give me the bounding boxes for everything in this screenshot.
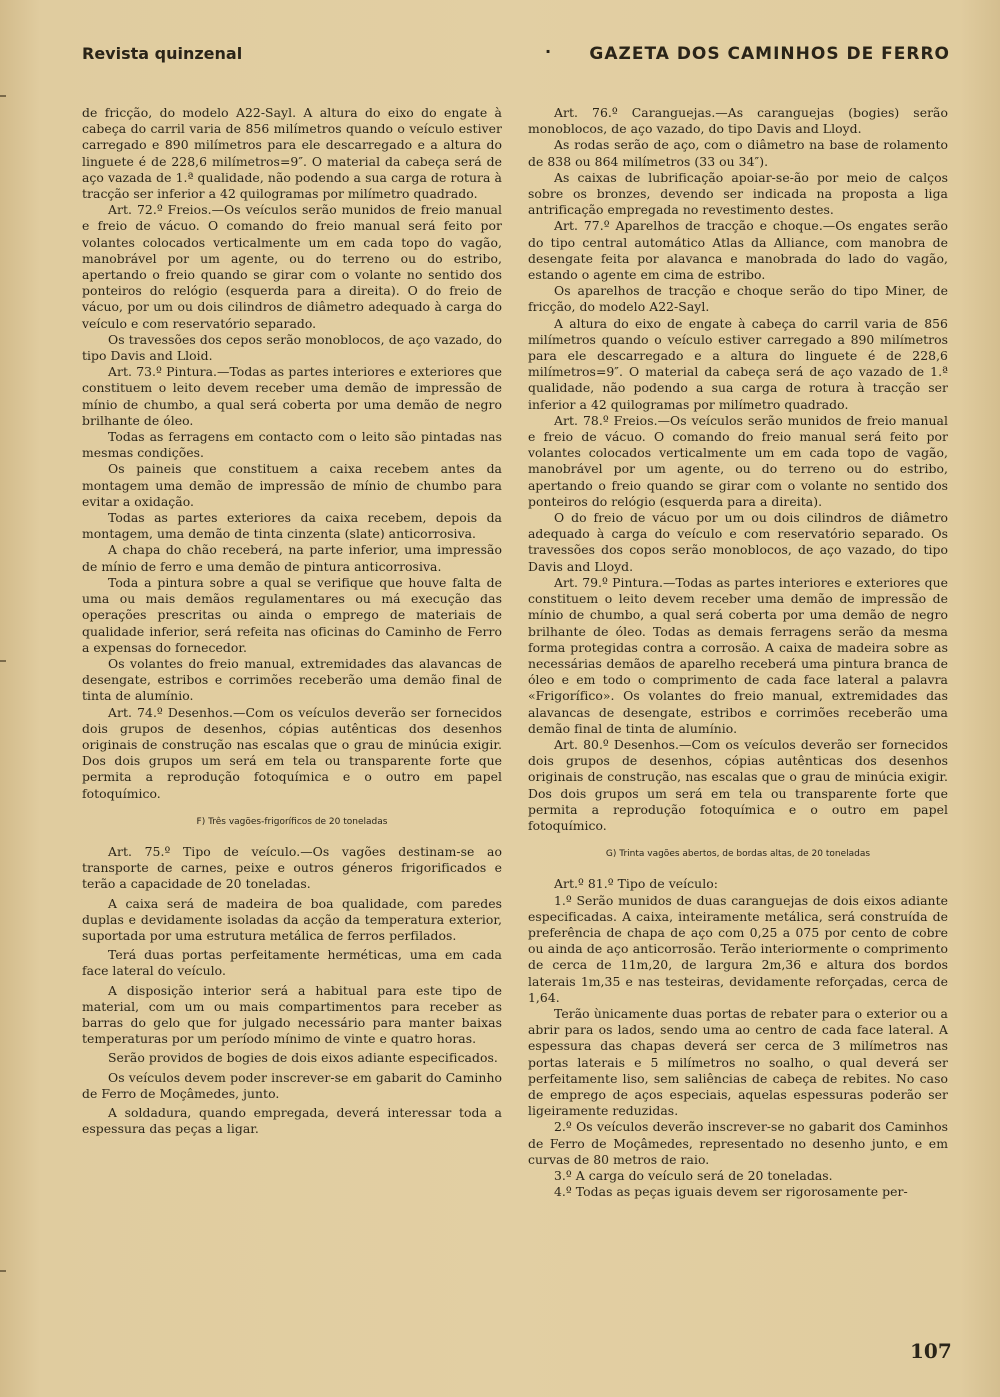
paragraph: Art. 75.º Tipo de veículo.—Os vagões destinam-se ao transporte de carnes, peixe e outros géneros frigorificados e terão a capacidade de 20 toneladas. [82,843,502,892]
paragraph: Serão providos de bogies de dois eixos adiante especificados. [108,1050,498,1066]
running-header [82,44,950,68]
edge-mark [0,95,6,97]
left-column-part-2 [82,844,502,1137]
paragraph: Os paineis que constituem a caixa recebem antes da montagem uma demão de impressão de mínio de chumbo para evitar a oxidação. [82,461,502,509]
paragraph: 1.º Serão munidos de duas caranguejas de dois eixos adiante especificadas. A caixa, inteiramente metálica, será construída de preferência de chapa de aço com 0,25 a 075 por cento de cobre ou ainda de aço anticorrosão. Terão interiormente o comprimento de cerca de 11m,20, de largura 2m,36 e altura dos bordos laterais 1m,35 e nas testeiras, devidamente reforçadas, cerca de 1,64. [528,892,948,1005]
paragraph: Art. 79.º Pintura.—Todas as partes interiores e exteriores que constituem o leito devem receber uma demão de impressão de mínio de chumbo, a qual será coberta por uma demão de negro brilhante de óleo. Todas as demais ferragens serão da mesma forma protegidas contra a corrosão. A caixa de madeira sobre as necessárias demãos de aparelho receberá uma pintura branca de óleo e em todo o comprimento de cada face lateral a palavra «Frigorífico». Os volantes do freio manual, extremidades das alavancas de desengate, estribos e corrimões receberão uma demão final de tinta de alumínio. [528,574,948,736]
paragraph: Art. 77.º Aparelhos de tracção e choque.—Os engates serão do tipo central automático Atlas da Alliance, com manobra de desengate feita por alavanca e manobrada do lado do vagão, estando o agente em cima de estribo. [528,218,948,283]
edge-mark [0,660,6,662]
paragraph: 4.º Todas as peças iguais devem ser rigorosamente per- [554,1184,908,1200]
paragraph: A caixa será de madeira de boa qualidade, com paredes duplas e devidamente isoladas da acção da temperatura exterior, suportada por uma estrutura metálica de ferros perfilados. [82,895,502,943]
paragraph: Os aparelhos de tracção e choque serão do tipo Miner, de fricção, do modelo A22-Sayl. [528,283,948,315]
paragraph: As caixas de lubrificação apoiar-se-ão por meio de calços sobre os bronzes, devendo ser indicada na proposta a liga antrificação empregada no revestimento destes. [528,169,948,218]
paragraph: A altura do eixo de engate à cabeça do carril varia de 856 milímetros quando o veículo estiver carregado a 890 milímetros para ele descarregado e a altura do linguete é de 228,6 milímetros=9″. O material da cabeça será de aço vazado de 1.ª qualidade, não podendo a sua carga de rotura à tracção ser inferior a 42 quilogramas por milímetro quadrado. [528,315,948,412]
paragraph: Art. 76.º Caranguejas.—As caranguejas (bogies) serão monoblocos, de aço vazado, do tipo Davis and Lloyd. [528,105,948,137]
paragraph: Art. 78.º Freios.—Os veículos serão munidos de freio manual e freio de vácuo. O comando do freio manual será feito por volantes colocados verticalmente um em cada topo de vagão, manobrável por um agente, ou do terreno ou do estribo, apertando o freio quando se girar com o volante no sentido dos ponteiros do relógio (esquerda para a direita). [528,412,948,509]
right-column [528,105,948,1200]
header-right: GAZETA DOS CAMINHOS DE FERRO [589,44,950,64]
paragraph: Art. 72.º Freios.—Os veículos serão munidos de freio manual e freio de vácuo. O comando do freio manual será feito por volantes colocados verticalmente um em cada topo do vagão, manobrável por um agente, ou do terreno ou do estribo, apertando o freio quando se girar com o volante no sentido dos ponteiros do relógio (esquerda para a direita). O do freio de vácuo, por um ou dois cilindros de diâmetro adequado à carga do veículo e com reservatório separado. [82,202,502,331]
paragraph: As rodas serão de aço, com o diâmetro na base de rolamento de 838 ou 864 milímetros (33 ou 34″). [528,137,948,169]
left-column [82,105,502,1137]
right-column-part-2 [528,876,948,1200]
paragraph: A chapa do chão receberá, na parte inferior, uma impressão de mínio de ferro e uma demão de pintura anticorrosiva. [82,542,502,574]
paragraph: Art. 74.º Desenhos.—Com os veículos deverão ser fornecidos dois grupos de desenhos, cópias autênticas dos desenhos originais de construção nas escalas que o grau de minúcia exigir. Dos dois grupos um será em tela ou transparente forte que permita a reprodução fotoquímica e o outro em papel fotoquímico. [82,704,502,801]
paragraph: 3.º A carga do veículo será de 20 toneladas. [554,1168,833,1183]
paragraph: Todas as ferragens em contacto com o leito são pintadas nas mesmas condições. [82,429,502,461]
paragraph: Terão ùnicamente duas portas de rebater para o exterior ou a abrir para os lados, sendo uma ao centro de cada face lateral. A espessura das chapas deverá ser cerca de 3 milímetros nas portas laterais e 5 milímetros no soalho, o qual deverá ser perfeitamente liso, sem saliências de cabeça de rebites. No caso de emprego de aços especiais, aquelas espessuras poderão ser ligeiramente reduzidas. [528,1005,948,1119]
paragraph: 2.º Os veículos deverão inscrever-se no gabarit dos Caminhos de Ferro de Moçâmedes, representado no desenho junto, e em curvas de 80 metros de raio. [528,1119,948,1167]
paragraph: Art. 80.º Desenhos.—Com os veículos deverão ser fornecidos dois grupos de desenhos, cópias autênticas dos desenhos originais de construção, nas escalas que o grau de minúcia exigir. Dos dois grupos um será em tela ou transparente forte que permita a reprodução fotoquímica e o outro em papel fotoquímico. [528,736,948,833]
paragraph: Os volantes do freio manual, extremidades das alavancas de desengate, estribos e corrimões receberão uma demão final de tinta de alumínio. [82,655,502,704]
page-number: 107 [910,1339,952,1363]
right-column-part-1 [528,105,948,834]
paragraph: de fricção, do modelo A22-Sayl. A altura do eixo do engate à cabeça do carril varia de 856 milímetros quando o veículo estiver carregado e 890 milímetros para ele descarregado e a altura do linguete é de 228,6 milímetros=9″. O material da cabeça será de aço vazada de 1.ª qualidade, não podendo a sua carga de rotura à tracção ser inferior a 42 quilogramas por milímetro quadrado. [82,105,502,202]
edge-mark [0,1270,6,1272]
header-left: Revista quinzenal [82,44,243,63]
paragraph: Os travessões dos cepos serão monoblocos, de aço vazado, do tipo Davis and Lloid. [82,331,502,364]
paragraph: O do freio de vácuo por um ou dois cilindros de diâmetro adequado à carga do veículo e com reservatório separado. Os travessões dos copos serão monoblocos, de aço vazado, do tipo Davis and Lloyd. [528,510,948,574]
header-separator: · [545,42,552,61]
paragraph: A disposição interior será a habitual para este tipo de material, com um ou mais compartimentos para receber as barras do gelo que for julgado necessário para manter baixas temperaturas por um período mínimo de vinte e quatro horas. [82,982,502,1047]
paragraph: Art. 73.º Pintura.—Todas as partes interiores e exteriores que constituem o leito devem receber uma demão de impressão de mínio de chumbo, a qual será coberta por uma demão de negro brilhante de óleo. [82,364,502,428]
left-column-part-1 [82,105,502,802]
paragraph: Art.º 81.º Tipo de veículo: [554,876,718,892]
paragraph: A soldadura, quando empregada, deverá interessar toda a espessura das peças a ligar. [82,1104,502,1137]
paragraph: Terá duas portas perfeitamente herméticas, uma em cada face lateral do veículo. [82,947,502,979]
right-section-caption: G) Trinta vagões abertos, de bordas altas, de 20 toneladas [605,849,871,860]
left-section-caption: F) Três vagões-frigoríficos de 20 toneladas [196,816,388,827]
paragraph: Toda a pintura sobre a qual se verifique que houve falta de uma ou mais demãos regulamentares ou má execução das operações prescritas ou ainda o emprego de materiais de qualidade inferior, será refeita nas oficinas do Caminho de Ferro a expensas do fornecedor. [82,574,502,655]
paragraph: Os veículos devem poder inscrever-se em gabarit do Caminho de Ferro de Moçâmedes, junto. [82,1069,502,1101]
paragraph: Todas as partes exteriores da caixa recebem, depois da montagem, uma demão de tinta cinzenta (slate) anticorrosiva. [82,510,502,542]
